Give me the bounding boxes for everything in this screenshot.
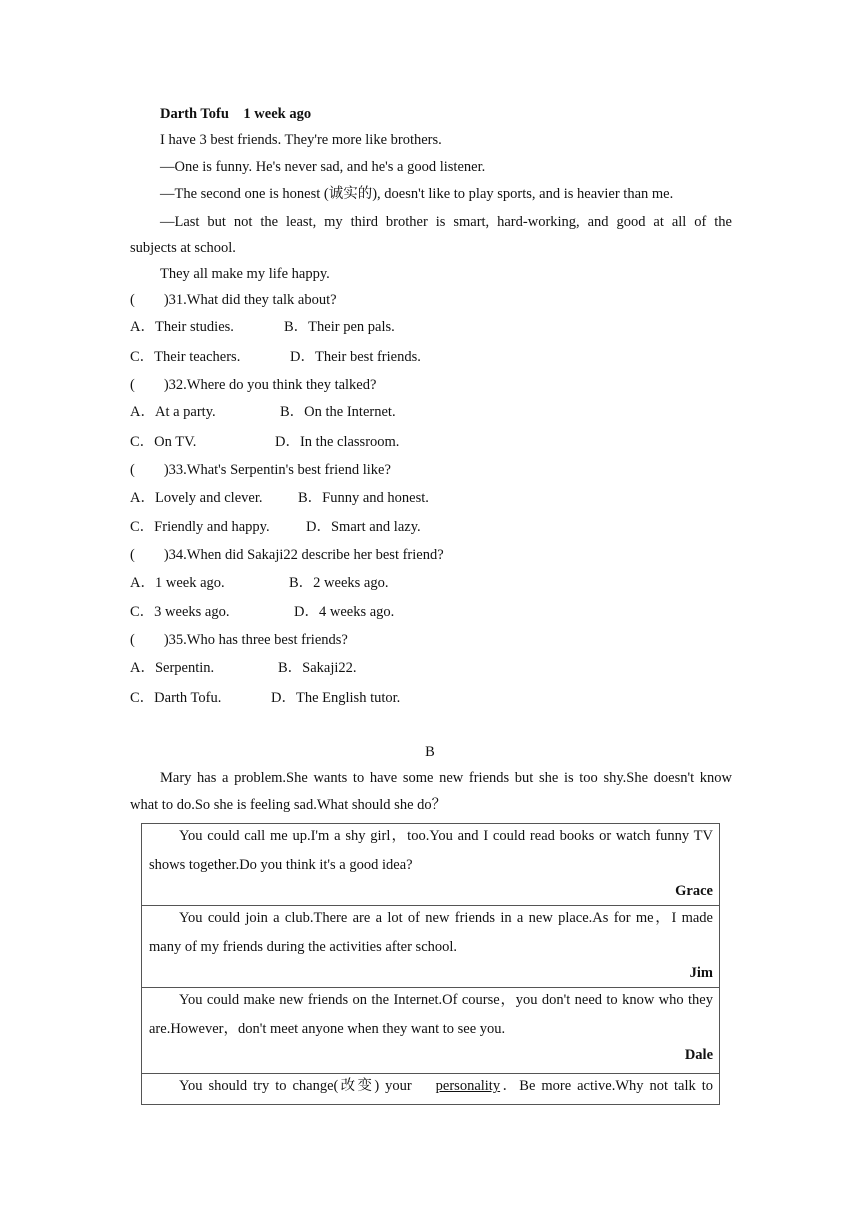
advice-row [142, 824, 720, 906]
post-header [160, 105, 311, 123]
blank-word: personality [435, 1078, 501, 1094]
post-line: subjects at school. [130, 240, 236, 256]
question-stem: ( )32.Where do you think they talked? [130, 377, 377, 393]
question-stem: ( )31.What did they talk about? [130, 292, 337, 308]
post-time: 1 week ago [243, 106, 312, 122]
option: A．1 week ago. [130, 575, 225, 591]
option: B．Sakaji22. [278, 660, 357, 676]
option: A．Lovely and clever. [130, 490, 263, 506]
advice-author: Dale [684, 1047, 713, 1063]
advice-table [141, 823, 720, 1105]
option: D．In the classroom. [275, 434, 400, 450]
option: C．Friendly and happy. [130, 519, 270, 535]
advice-row [142, 988, 720, 1074]
advice-text-before: You should try to change(改变) your [179, 1078, 412, 1094]
advice-text: You could make new friends on the Internet.Of course，you don't need to know who they are.However，don't meet anyone when they want to see you. [149, 992, 713, 1037]
post-line: —Last but not the least, my third brother is smart, hard-working, and good at all of the [160, 214, 732, 230]
post-author: Darth Tofu [160, 106, 229, 122]
option: C．3 weeks ago. [130, 604, 230, 620]
option: D．4 weeks ago. [294, 604, 395, 620]
question-stem: ( )33.What's Serpentin's best friend like? [130, 462, 391, 478]
question-stem: ( )34.When did Sakaji22 describe her best friend? [130, 547, 444, 563]
section-heading: B [425, 744, 435, 760]
option: A．Their studies. [130, 319, 234, 335]
option: C．On TV. [130, 434, 197, 450]
advice-text: You could join a club.There are a lot of new friends in a new place.As for me，I made many of my friends during the activities after school. [149, 910, 713, 955]
option: B．Funny and honest. [298, 490, 429, 506]
advice-text [149, 1072, 713, 1101]
option: D．The English tutor. [271, 690, 401, 706]
advice-author: Jim [689, 965, 713, 981]
advice-text: You could call me up.I'm a shy girl，too.You and I could read books or watch funny TV shows together.Do you think it's a good idea? [149, 828, 713, 873]
question-stem: ( )35.Who has three best friends? [130, 632, 348, 648]
advice-author: Grace [675, 883, 713, 899]
advice-text-after: ．Be more active.Why not talk to [500, 1078, 714, 1094]
option: D．Their best friends. [290, 349, 421, 365]
post-line: —The second one is honest (诚实的), doesn't like to play sports, and is heavier than me. [160, 186, 674, 202]
option: C．Their teachers. [130, 349, 241, 365]
option: A．Serpentin. [130, 660, 215, 676]
option: B．Their pen pals. [284, 319, 395, 335]
option: B．On the Internet. [280, 404, 396, 420]
intro-line: Mary has a problem.She wants to have some new friends but she is too shy.She doesn't know [160, 770, 732, 786]
intro-line: what to do.So she is feeling sad.What should she do？ [130, 797, 447, 813]
option: A．At a party. [130, 404, 216, 420]
post-line: They all make my life happy. [160, 266, 330, 282]
post-line: I have 3 best friends. They're more like brothers. [160, 132, 442, 148]
advice-row [142, 1074, 720, 1105]
post-line: —One is funny. He's never sad, and he's a good listener. [160, 159, 486, 175]
advice-row [142, 906, 720, 988]
option: B．2 weeks ago. [289, 575, 389, 591]
option: D．Smart and lazy. [306, 519, 421, 535]
option: C．Darth Tofu. [130, 690, 222, 706]
